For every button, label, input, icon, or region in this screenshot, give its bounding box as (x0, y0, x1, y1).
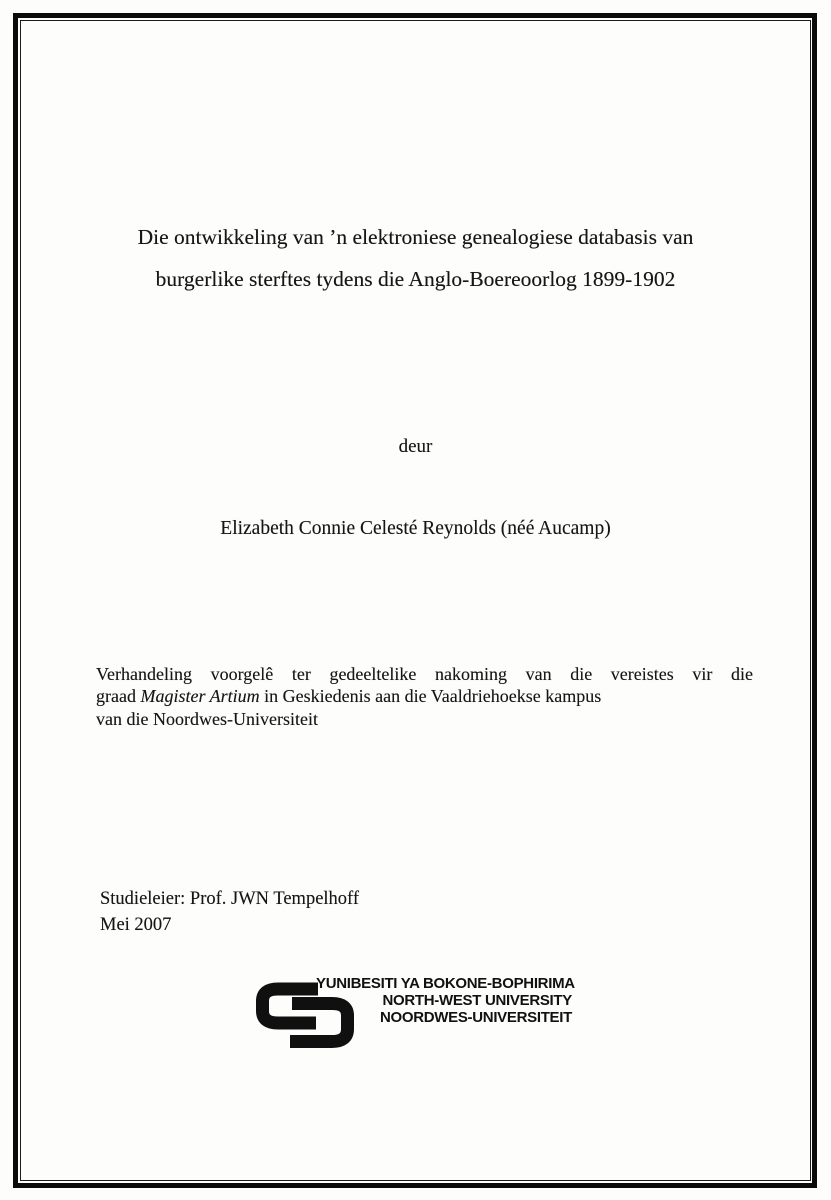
thesis-title-line2: burgerlike sterftes tydens die Anglo-Boereoorlog 1899-1902 (155, 267, 676, 291)
supervisor-line: Studieleier: Prof. JWN Tempelhoff (100, 889, 360, 909)
statement-line2 (96, 685, 753, 707)
supervisor-block (100, 886, 359, 938)
statement-line3: van die Noordwes-Universiteit (96, 708, 318, 729)
byline-label: deur (398, 436, 433, 457)
submission-statement (96, 663, 753, 730)
thesis-title-line1: Die ontwikkeling van ’n elektroniese genealogiese databasis van (137, 225, 694, 249)
date-line: Mei 2007 (100, 915, 172, 935)
statement-line2-suffix: in Geskiedenis aan die Vaaldriehoekse kampus (259, 686, 602, 707)
statement-line2-prefix: graad (96, 686, 141, 707)
logo-line-setswana: YUNIBESITI YA BOKONE-BOPHIRIMA (316, 975, 575, 992)
degree-name: Magister Artium (140, 686, 260, 707)
logo-line-english: NORTH-WEST UNIVERSITY (382, 992, 572, 1010)
logo-wordmark (316, 975, 575, 1027)
statement-line1: Verhandeling voorgelê ter gedeeltelike nakoming van die vereistes vir die (96, 664, 753, 684)
thesis-title (60, 216, 771, 300)
logo-line-afrikaans: NOORDWES-UNIVERSITEIT (379, 1009, 572, 1027)
author-name: Elizabeth Connie Celesté Reynolds (néé Aucamp) (220, 518, 611, 539)
